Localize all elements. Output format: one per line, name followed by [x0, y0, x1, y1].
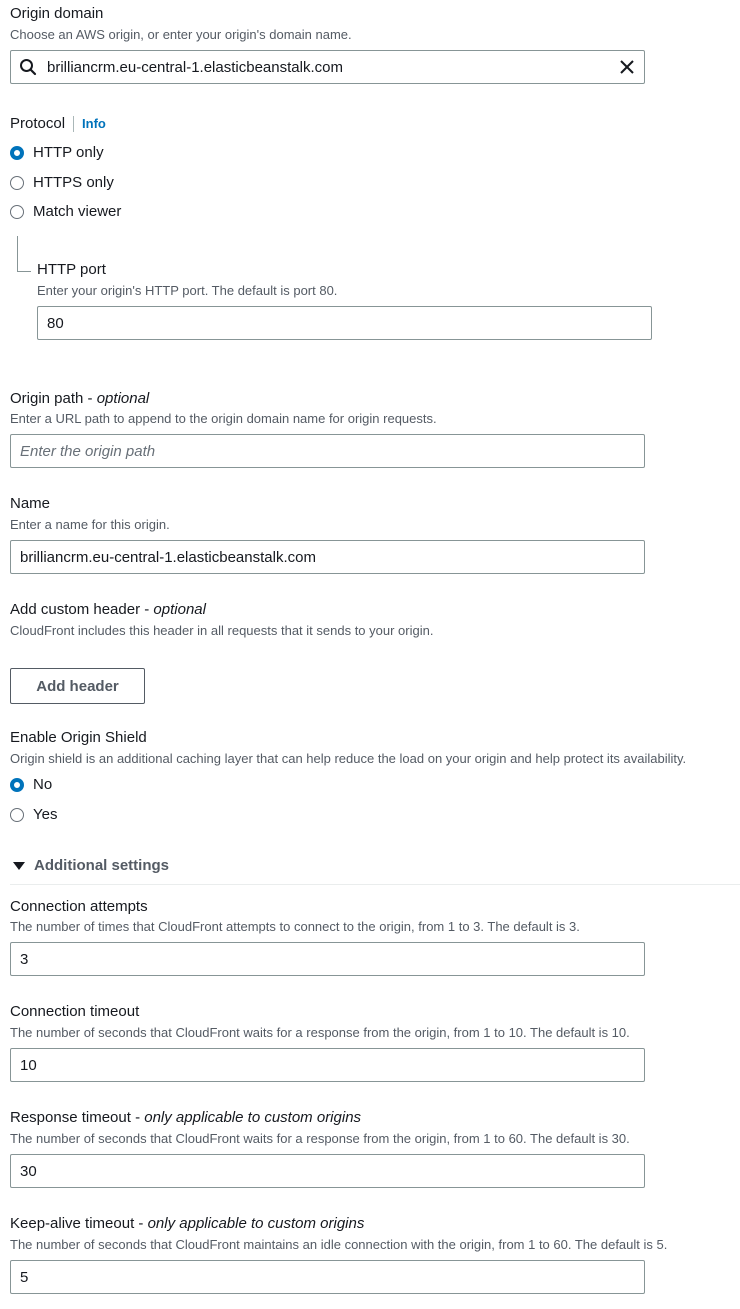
response-timeout-input[interactable] — [10, 1154, 645, 1188]
connection-timeout-label: Connection timeout — [10, 1003, 140, 1020]
http-port-input[interactable] — [37, 306, 652, 340]
origin-path-label: Origin path - optional — [10, 390, 150, 407]
label-divider — [73, 116, 74, 132]
name-input[interactable] — [10, 540, 645, 574]
protocol-header — [10, 115, 106, 132]
keepalive-timeout-label: Keep-alive timeout - only applicable to custom origins — [10, 1215, 365, 1232]
origin-shield-option-label: No — [33, 776, 53, 793]
clear-icon[interactable] — [619, 59, 635, 75]
origin-path-placeholder: Enter the origin path — [20, 442, 156, 460]
radio-checked-icon[interactable] — [10, 778, 24, 792]
connection-timeout-value: 10 — [20, 1056, 37, 1074]
radio-unchecked-icon[interactable] — [10, 808, 24, 822]
http-port-label: HTTP port — [37, 261, 106, 278]
protocol-option-http-only[interactable] — [10, 144, 104, 161]
optional-tag: optional — [96, 390, 150, 407]
origin-shield-description: Origin shield is an additional caching layer that can help reduce the load on your origin and help protect its availability. — [10, 751, 687, 766]
additional-settings-toggle[interactable] — [13, 857, 169, 874]
connection-timeout-description: The number of seconds that CloudFront waits for a response from the origin, from 1 to 10. The default is 10. — [10, 1025, 630, 1040]
origin-domain-label: Origin domain — [10, 5, 104, 22]
protocol-option-label: HTTPS only — [33, 174, 114, 191]
search-icon — [19, 58, 37, 76]
origin-shield-option-yes[interactable] — [10, 806, 57, 823]
protocol-info-link[interactable]: Info — [82, 116, 106, 131]
custom-header-label-text: Add custom header — [10, 601, 141, 618]
keepalive-timeout-label-text: Keep-alive timeout — [10, 1215, 135, 1232]
custom-origins-tag: only applicable to custom origins — [144, 1109, 362, 1126]
protocol-option-label: HTTP only — [33, 144, 104, 161]
connection-attempts-value: 3 — [20, 950, 29, 968]
origin-domain-value: brilliancrm.eu-central-1.elasticbeanstalk.com — [47, 58, 343, 76]
add-header-button[interactable]: Add header — [10, 668, 145, 704]
radio-unchecked-icon[interactable] — [10, 176, 24, 190]
http-port-description: Enter your origin's HTTP port. The default is port 80. — [37, 283, 338, 298]
origin-path-input[interactable] — [10, 434, 645, 468]
optional-tag: optional — [153, 601, 206, 618]
connection-timeout-input[interactable] — [10, 1048, 645, 1082]
custom-header-label: Add custom header - optional — [10, 601, 206, 618]
connection-attempts-label: Connection attempts — [10, 898, 148, 915]
origin-path-description: Enter a URL path to append to the origin domain name for origin requests. — [10, 411, 437, 426]
protocol-label: Protocol — [10, 115, 66, 132]
origin-domain-description: Choose an AWS origin, or enter your origin's domain name. — [10, 27, 352, 42]
response-timeout-description: The number of seconds that CloudFront waits for a response from the origin, from 1 to 60. The default is 30. — [10, 1131, 630, 1146]
name-description: Enter a name for this origin. — [10, 517, 170, 532]
origin-domain-input[interactable] — [10, 50, 645, 84]
name-label: Name — [10, 495, 51, 512]
protocol-option-match-viewer[interactable] — [10, 203, 121, 220]
caret-down-icon — [13, 861, 25, 871]
radio-unchecked-icon[interactable] — [10, 205, 24, 219]
nested-connector-line — [17, 236, 31, 272]
additional-settings-title: Additional settings — [34, 857, 169, 874]
connection-attempts-input[interactable] — [10, 942, 645, 976]
connection-attempts-description: The number of times that CloudFront attempts to connect to the origin, from 1 to 3. The default is 3. — [10, 919, 580, 934]
http-port-value: 80 — [47, 314, 64, 332]
origin-shield-label: Enable Origin Shield — [10, 729, 147, 746]
response-timeout-label-text: Response timeout — [10, 1109, 131, 1126]
origin-shield-option-no[interactable] — [10, 776, 52, 793]
custom-origins-tag: only applicable to custom origins — [147, 1215, 365, 1232]
keepalive-timeout-input[interactable] — [10, 1260, 645, 1294]
custom-header-description: CloudFront includes this header in all requests that it sends to your origin. — [10, 623, 434, 638]
origin-shield-option-label: Yes — [33, 806, 58, 823]
protocol-option-https-only[interactable] — [10, 174, 114, 191]
section-divider — [10, 884, 740, 885]
keepalive-timeout-value: 5 — [20, 1268, 29, 1286]
keepalive-timeout-description: The number of seconds that CloudFront maintains an idle connection with the origin, from 1 to 60. The default is 5. — [10, 1237, 668, 1252]
protocol-option-label: Match viewer — [33, 203, 122, 220]
origin-path-label-text: Origin path — [10, 390, 84, 407]
response-timeout-value: 30 — [20, 1162, 37, 1180]
name-value: brilliancrm.eu-central-1.elasticbeanstalk.com — [20, 548, 316, 566]
radio-checked-icon[interactable] — [10, 146, 24, 160]
response-timeout-label: Response timeout - only applicable to custom origins — [10, 1109, 362, 1126]
